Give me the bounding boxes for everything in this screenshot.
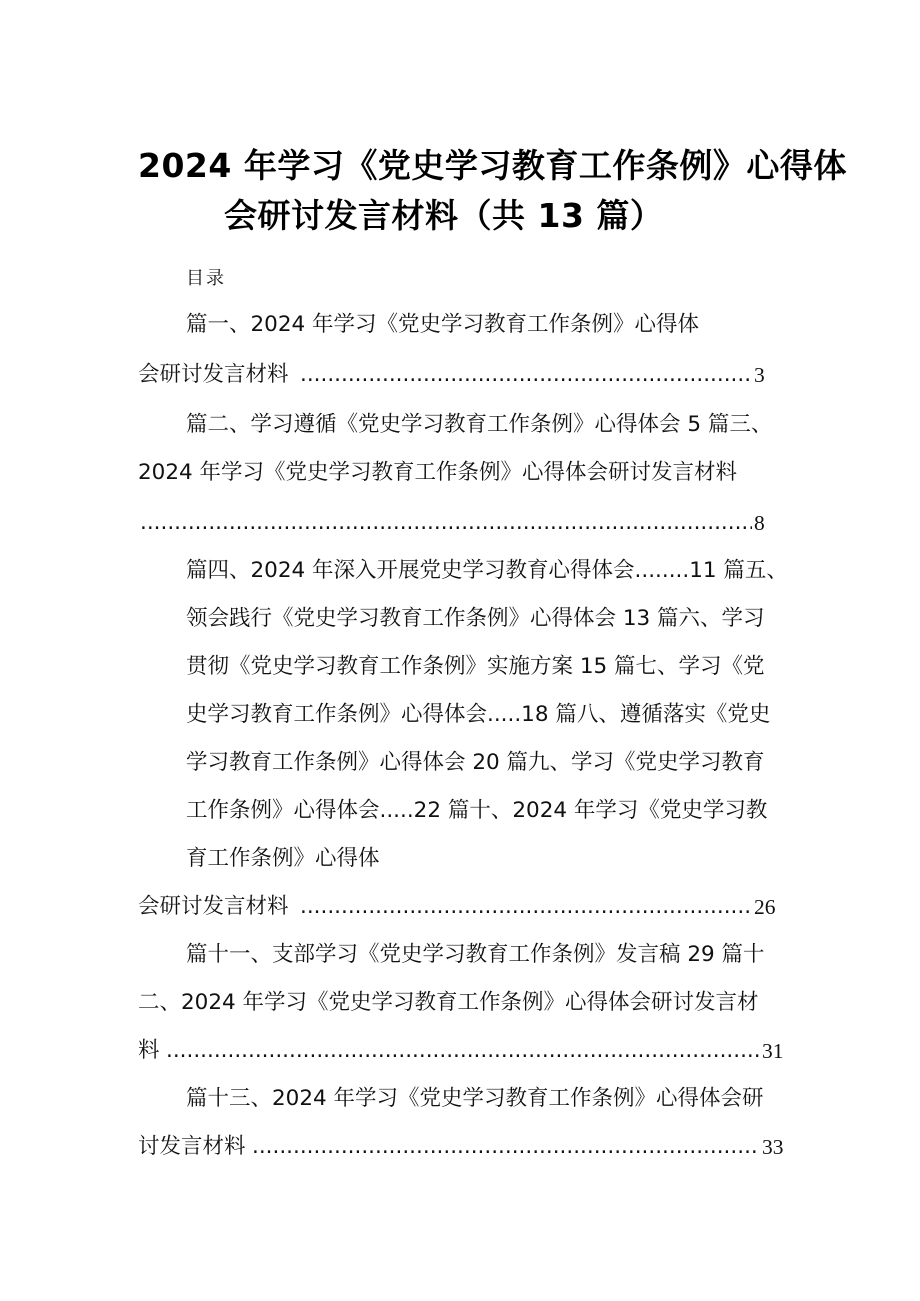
toc-line: 2024 年学习《党史学习教育工作条例》心得体会研讨发言材料 [138,460,738,485]
toc-leader-dots [300,360,752,390]
toc-page-number: 31 [762,1039,784,1063]
toc-line: 篇四、2024 年深入开展党史学习教育心得体会........11 篇五、 [186,558,788,583]
toc-line: 工作条例》心得体会.....22 篇十、2024 年学习《党史学习教 [186,798,768,823]
toc-page-number: 33 [762,1135,784,1159]
toc-line: 讨发言材料 [138,1134,246,1159]
toc-page-number: 26 [754,895,776,919]
toc-line: 篇十一、支部学习《党史学习教育工作条例》发言稿 29 篇十 [186,942,765,967]
toc-line: 学习教育工作条例》心得体会 20 篇九、学习《党史学习教育 [186,750,765,775]
toc-line: 会研讨发言材料 [138,894,289,919]
toc-line: 篇二、学习遵循《党史学习教育工作条例》心得体会 5 篇三、 [186,412,773,437]
toc-heading: 目录 [186,268,226,289]
toc-line: 史学习教育工作条例》心得体会.....18 篇八、遵循落实《党史 [186,702,771,727]
toc-line: 篇十三、2024 年学习《党史学习教育工作条例》心得体会研 [186,1086,764,1111]
toc-line: 育工作条例》心得体 [186,846,380,871]
toc-line: 领会践行《党史学习教育工作条例》心得体会 13 篇六、学习 [186,606,765,631]
toc-line: 篇一、2024 年学习《党史学习教育工作条例》心得体 [186,312,700,337]
toc-line: 二、2024 年学习《党史学习教育工作条例》心得体会研讨发言材 [138,990,759,1015]
toc-page-number: 8 [754,511,765,535]
document-title-line-1: 2024 年学习《党史学习教育工作条例》心得体 [138,146,847,185]
toc-leader-dots [252,1132,760,1162]
toc-leader-dots [166,1036,760,1066]
toc-leader-dots [300,892,752,922]
toc-line: 会研讨发言材料 [138,362,289,387]
toc-leader-dots [140,508,752,538]
document-title-line-2: 会研讨发言材料（共 13 篇） [224,196,664,235]
toc-page-number: 3 [754,363,765,387]
toc-line: 贯彻《党史学习教育工作条例》实施方案 15 篇七、学习《党 [186,654,765,679]
toc-line: 料 [138,1038,160,1063]
